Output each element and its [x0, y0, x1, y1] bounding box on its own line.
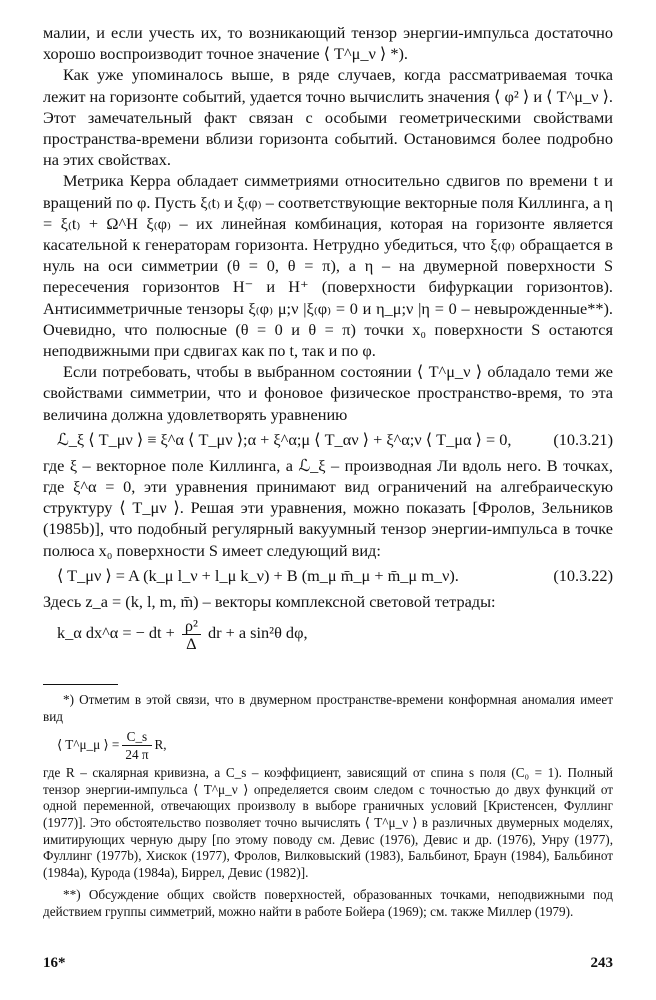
paragraph-kerr-symmetries: Метрика Керра обладает симметриями относительно сдвигов по времени t и вращений по φ. Пусть ξ₍t₎ и ξ₍φ₎ – соответствующие векторные поля Киллинга, а η = ξ₍t₎ + Ω^H ξ₍φ₎ – их линейная комбинация, которая на горизонте является касательной к генераторам горизонта. Нетрудно убедиться, что ξ₍φ₎ обращается в нуль на оси симметрии (θ = 0, θ = π), а η – на двумерной поверхности S пересечения горизонтов H⁻ и H⁺ (поверхности бифуркации горизонтов). Антисимметричные тензоры ξ₍φ₎ μ;ν |ξ₍φ₎ = 0 и η_μ;ν |η = 0 – невырожденные**). Очевидно, что полюсные (θ = 0 и θ = π) точки x₀ поверхности S остаются неподвижными при сдвигах как по t, так и по φ. [43, 171, 613, 361]
equation-lhs: k_α dx^α = − dt + [57, 622, 175, 642]
footnote-1-intro: *) Отметим в этой связи, что в двумерном пространстве-времени конформная аномалия имеет вид [43, 692, 613, 724]
fraction-denominator: 24 π [125, 746, 149, 762]
equation-10-3-22 [43, 561, 613, 591]
equation-number: (10.3.21) [553, 430, 613, 450]
page-footer [43, 955, 613, 972]
fraction [122, 728, 151, 763]
printer-signature: 16* [43, 955, 66, 971]
paragraph-horizon-intro: Как уже упоминалось выше, в ряде случаев, когда рассматриваемая точка лежит на горизонте событий, удается точно вычислить значения ⟨ φ² ⟩ и ⟨ T^μ_ν ⟩. Этот замечательный факт связан с особыми геометрическими свойствами пространства-времени вблизи горизонта событий. Остановимся более подробно на этих свойствах. [43, 65, 613, 170]
fraction-numerator: ρ² [182, 617, 201, 635]
page-number: 243 [590, 955, 613, 971]
fraction-denominator: Δ [186, 633, 197, 653]
footnote-equation [43, 725, 613, 765]
equation-rhs: dr + a sin²θ dφ, [208, 622, 308, 642]
footnote-1-body: где R – скалярная кривизна, а C_s – коэффициент, зависящий от спина s поля (C₀ = 1). Полный тензор энергии-импульса ⟨ T^μ_ν ⟩ определяется своим следом с точностью до двух функций от одной переменной, отвечающих произволу в выборе граничных условий [Кристенсен, Фуллинг (1977)]. Это обстоятельство позволяет точно вычислять ⟨ T^μ_ν ⟩ в различных двумерных моделях, имитирующих черную дыру [по этому поводу см. Девис (1976), Девис и др. (1976), Унру (1977), Фуллинг (1977b), Хискок (1977), Фролов, Вилковыский (1983), Бальбинот, Браун (1984), Бальбинот (1984a), Курода (1984a), Биррел, Девис (1982)]. [43, 765, 613, 880]
equation-body: ℒ_ξ ⟨ T_μν ⟩ ≡ ξ^α ⟨ T_μν ⟩;α + ξ^α;μ ⟨ T_αν ⟩ + ξ^α;ν ⟨ T_μα ⟩ = 0, [57, 430, 512, 450]
footnote-rule [43, 684, 118, 685]
fraction-numerator: C_s [122, 728, 151, 746]
footnotes [43, 692, 613, 921]
equation-lhs: ⟨ T^μ_μ ⟩ = [57, 736, 120, 752]
paragraph-lie-derivative: где ξ – векторное поле Киллинга, а ℒ_ξ – производная Ли вдоль него. В точках, где ξ^α = 0, эти уравнения принимают вид ограничений на алгебраическую структуру ⟨ T_μν ⟩. Решая эти уравнения, можно показать [Фролов, Зельников (1985b)], что подобный регулярный вакуумный тензор энергии-импульса в точке полюса x₀ поверхности S имеет следующий вид: [43, 455, 613, 560]
paragraph-symmetry-condition: Если потребовать, чтобы в выбранном состоянии ⟨ T^μ_ν ⟩ обладало теми же свойствами симметрии, что и фоновое физическое пространство-время, то эта величина должна удовлетворять уравнению [43, 362, 613, 424]
equation-body: ⟨ T_μν ⟩ = A (k_μ l_ν + l_μ k_ν) + B (m_μ m̄_μ + m̄_μ m_ν). [57, 566, 459, 586]
main-text [43, 22, 613, 656]
equation-body [57, 617, 308, 652]
paragraph-continued: малии, и если учесть их, то возникающий тензор энергии-импульса достаточно хорошо воспроизводит точное значение ⟨ T^μ_ν ⟩ *). [43, 23, 613, 64]
equation-tetrad-k [43, 612, 613, 656]
equation-number: (10.3.22) [553, 566, 613, 586]
equation-rhs: R, [154, 736, 167, 752]
paragraph-null-tetrad: Здесь z_a = (k, l, m, m̄) – векторы комплексной световой тетрады: [43, 591, 496, 611]
footnote-2: **) Обсуждение общих свойств поверхностей, образованных точками, неподвижными под действием группы симметрий, можно найти в работе Бойера (1969); см. также Миллер (1979). [43, 887, 613, 919]
equation-10-3-21 [43, 425, 613, 455]
fraction [182, 617, 201, 652]
